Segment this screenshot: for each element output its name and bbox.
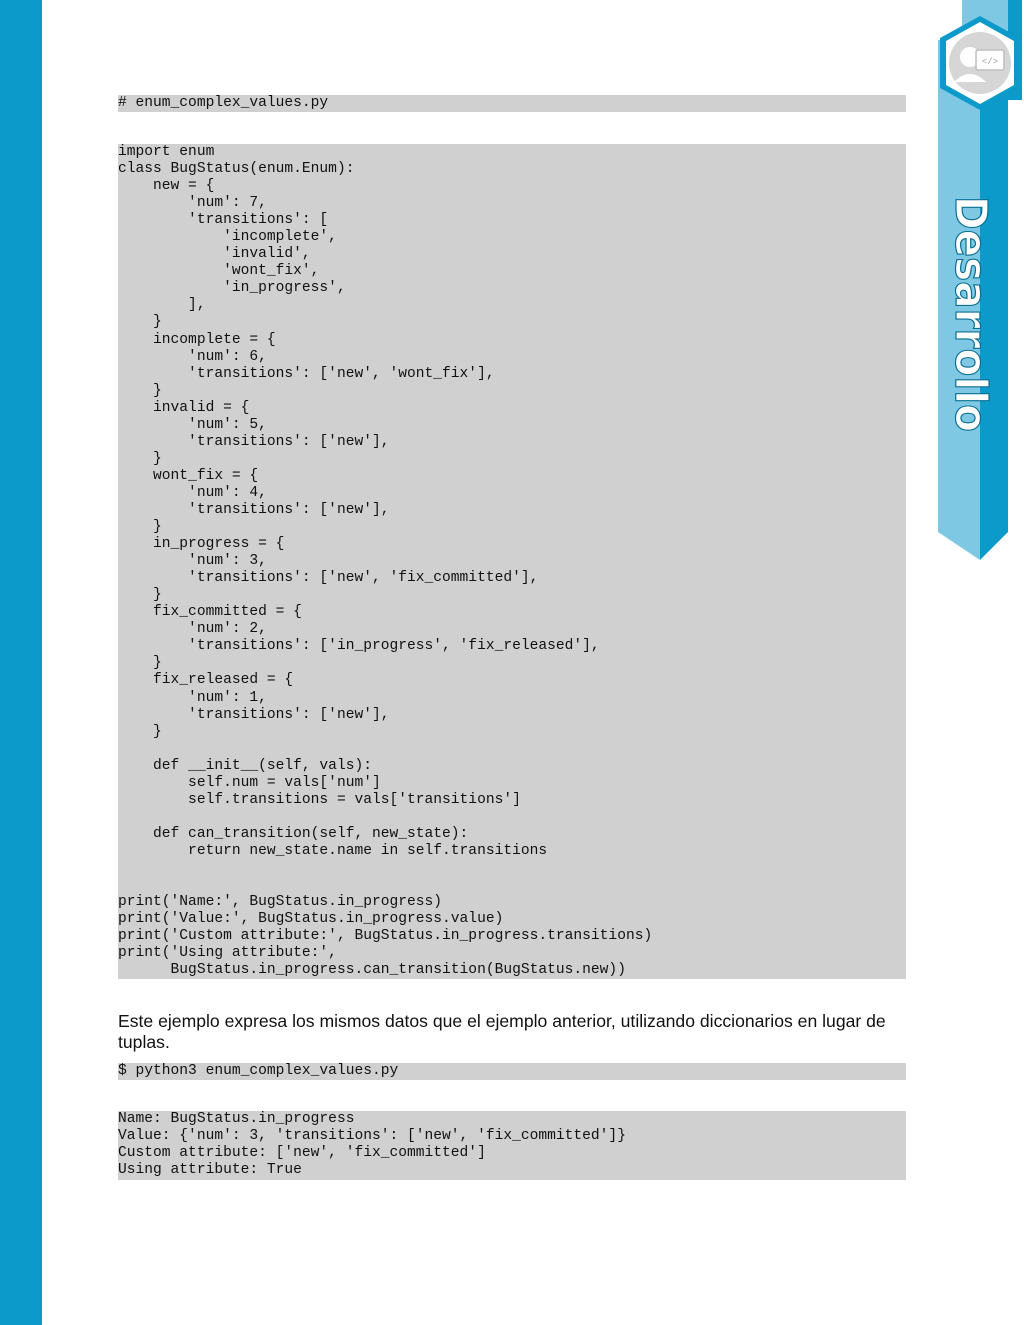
- code-line: 'num': 3,: [118, 553, 267, 570]
- code-line: Value: {'num': 3, 'transitions': ['new', 'fix_committed']}: [118, 1128, 626, 1145]
- code-line: }: [118, 723, 162, 740]
- svg-text:</>: </>: [981, 57, 999, 67]
- code-line: 'invalid',: [118, 246, 311, 263]
- code-line: }: [118, 382, 162, 399]
- code-line: in_progress = {: [118, 536, 285, 553]
- code-line: [118, 809, 906, 826]
- badge-label: Desarrollo: [945, 196, 996, 453]
- code-line: 'in_progress',: [118, 280, 346, 297]
- code-line: 'transitions': ['new'],: [118, 433, 390, 450]
- code-line: }: [118, 314, 162, 331]
- code-block-main: [118, 144, 906, 979]
- code-line: [118, 741, 906, 758]
- code-line: class BugStatus(enum.Enum):: [118, 161, 355, 178]
- code-line: 'num': 4,: [118, 484, 267, 501]
- code-line: 'transitions': ['new'],: [118, 501, 390, 518]
- code-line: self.num = vals['num']: [118, 774, 381, 791]
- section-badge: [936, 0, 1024, 565]
- code-block-command: [118, 1063, 906, 1080]
- code-line: 'num': 1,: [118, 689, 267, 706]
- body-paragraph: Este ejemplo expresa los mismos datos que el ejemplo anterior, utilizando diccionarios en lugar de tuplas.: [118, 1011, 886, 1052]
- code-line: [118, 860, 906, 877]
- code-line: }: [118, 587, 162, 604]
- code-line: fix_committed = {: [118, 604, 302, 621]
- code-line: print('Using attribute:',: [118, 945, 337, 962]
- code-line: new = {: [118, 178, 215, 195]
- code-line: 'transitions': ['new', 'fix_committed'],: [118, 570, 539, 587]
- code-line: fix_released = {: [118, 672, 294, 689]
- left-accent-bar: [0, 0, 42, 1325]
- code-line: print('Name:', BugStatus.in_progress): [118, 894, 443, 911]
- code-line: BugStatus.in_progress.can_transition(BugStatus.new)): [118, 962, 626, 979]
- code-line: def __init__(self, vals):: [118, 757, 372, 774]
- code-line: Using attribute: True: [118, 1162, 302, 1179]
- code-line: }: [118, 450, 162, 467]
- code-line: incomplete = {: [118, 331, 276, 348]
- code-line: 'num': 7,: [118, 195, 267, 212]
- code-line: ],: [118, 297, 206, 314]
- code-line: print('Custom attribute:', BugStatus.in_progress.transitions): [118, 928, 653, 945]
- code-line: 'num': 2,: [118, 621, 267, 638]
- code-line: 'num': 5,: [118, 416, 267, 433]
- code-line: Name: BugStatus.in_progress: [118, 1111, 355, 1127]
- code-line: return new_state.name in self.transitions: [118, 842, 548, 859]
- code-line: 'transitions': ['new'],: [118, 706, 390, 723]
- code-line: Custom attribute: ['new', 'fix_committed']: [118, 1145, 486, 1162]
- code-line: import enum: [118, 144, 215, 160]
- code-block-filename: [118, 95, 906, 112]
- code-line: # enum_complex_values.py: [118, 95, 329, 111]
- code-line: self.transitions = vals['transitions']: [118, 791, 521, 808]
- code-line: wont_fix = {: [118, 467, 259, 484]
- code-line: 'num': 6,: [118, 348, 267, 365]
- code-line: 'transitions': [: [118, 212, 329, 229]
- code-line: [118, 877, 906, 894]
- code-line: invalid = {: [118, 399, 250, 416]
- code-line: def can_transition(self, new_state):: [118, 825, 469, 842]
- code-line: }: [118, 519, 162, 536]
- code-line: print('Value:', BugStatus.in_progress.value): [118, 911, 504, 928]
- code-line: 'transitions': ['in_progress', 'fix_released'],: [118, 638, 600, 655]
- code-line: }: [118, 655, 162, 672]
- code-line: 'incomplete',: [118, 229, 337, 246]
- code-line: 'wont_fix',: [118, 263, 320, 280]
- code-line: $ python3 enum_complex_values.py: [118, 1063, 399, 1079]
- code-block-output: [118, 1111, 906, 1180]
- code-line: 'transitions': ['new', 'wont_fix'],: [118, 365, 495, 382]
